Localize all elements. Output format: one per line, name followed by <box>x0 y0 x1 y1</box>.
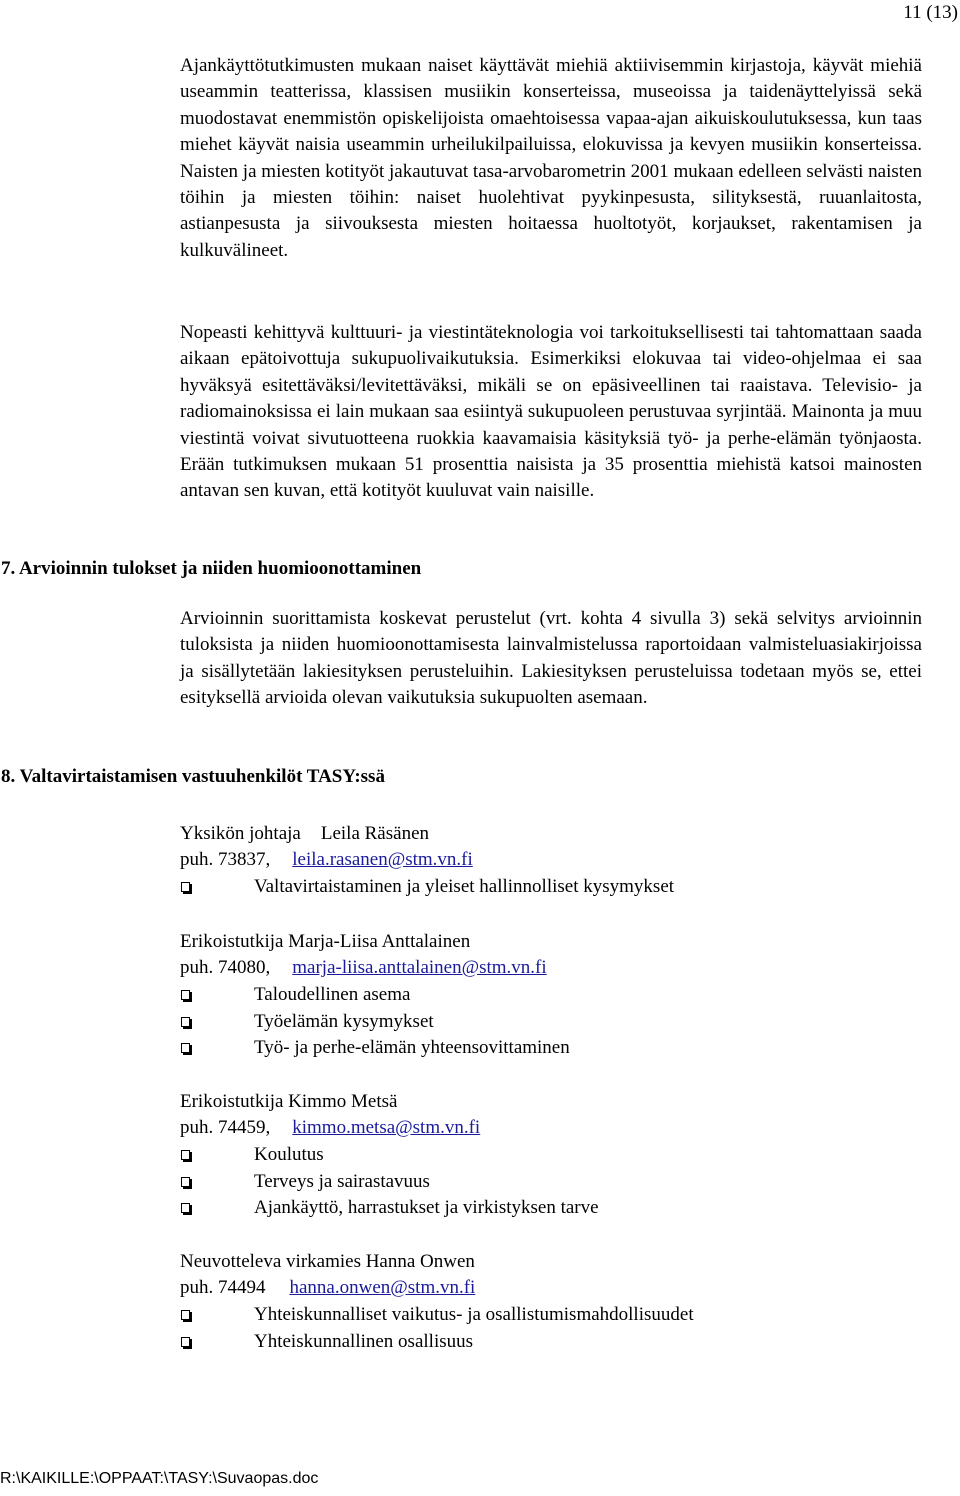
contact-title-line <box>180 1090 397 1114</box>
footer-file-path: R:\KAIKILLE:\OPPAAT:\TASY:\Suvaopas.doc <box>0 1470 319 1487</box>
contact-name: Leila Räsänen <box>320 823 430 844</box>
contact-title: Neuvotteleva virkamies Hanna Onwen <box>180 1251 475 1272</box>
list-item-text: Yhteiskunnalliset vaikutus- ja osallistumismahdollisuudet <box>254 1304 694 1325</box>
page-number: 11 (13) <box>903 2 958 23</box>
list-item-text: Koulutus <box>254 1144 324 1165</box>
checkbox-bullet-icon <box>181 882 190 892</box>
contact-phone-line <box>180 1276 475 1300</box>
checkbox-bullet-icon <box>181 1337 190 1347</box>
contact-phone-line <box>180 848 473 872</box>
contact-title: Erikoistutkija Marja-Liisa Anttalainen <box>180 931 471 952</box>
list-item-text: Terveys ja sairastavuus <box>254 1171 430 1192</box>
checkbox-bullet-icon <box>181 1310 190 1320</box>
list-item-text: Taloudellinen asema <box>254 984 411 1005</box>
checkbox-bullet-icon <box>181 1177 190 1187</box>
contact-phone-line <box>180 1116 480 1140</box>
list-item-text: Valtavirtaistaminen ja yleiset hallinnolliset kysymykset <box>254 876 675 897</box>
checkbox-bullet-icon <box>181 1043 190 1053</box>
contact-email-link[interactable]: hanna.onwen@stm.vn.fi <box>289 1277 476 1298</box>
contact-email-link[interactable]: marja-liisa.anttalainen@stm.vn.fi <box>292 957 547 978</box>
checkbox-bullet-icon <box>181 1017 190 1027</box>
contact-email-link[interactable]: kimmo.metsa@stm.vn.fi <box>292 1117 481 1138</box>
section-heading-7: 7. Arvioinnin tulokset ja niiden huomioonottaminen <box>1 558 422 579</box>
contact-title-line <box>180 822 429 846</box>
paragraph-media-technology: Nopeasti kehittyvä kulttuuri- ja viestintäteknologia voi tarkoituksellisesti tai tahtomattaan saada aikaan epätoivottuja sukupuolivaikutuksia. Esimerkiksi elokuvaa tai video-ohjelmaa ei saa hyväksyä esitettäväksi/levitettäväksi, mikäli se on epäsiveellinen tai raaistava. Televisio- ja radiomainoksissa ei lain mukaan saa esiintyä sukupuoleen perustuvaa syrjintää. Mainonta ja muu viestintä voivat sivutuotteena ruokkia kaavamaisia käsityksiä työ- ja perhe-elämän työnjaosta. Erään tutkimuksen mukaan 51 prosenttia naisista ja 35 prosenttia miehistä katsoi mainosten antavan sen kuvan, että kotityöt kuuluvat vain naisille. <box>180 322 922 502</box>
contact-phone: puh. 74080, <box>180 957 271 978</box>
list-item-text: Yhteiskunnallinen osallisuus <box>254 1331 474 1352</box>
checkbox-bullet-icon <box>181 1203 190 1213</box>
list-item-text: Työ- ja perhe-elämän yhteensovittaminen <box>254 1037 570 1058</box>
section-heading-8: 8. Valtavirtaistamisen vastuuhenkilöt TASY:ssä <box>1 766 385 787</box>
contact-title: Erikoistutkija Kimmo Metsä <box>180 1091 398 1112</box>
contact-email-link[interactable]: leila.rasanen@stm.vn.fi <box>292 849 473 870</box>
checkbox-bullet-icon <box>181 990 190 1000</box>
list-item-text: Ajankäyttö, harrastukset ja virkistyksen tarve <box>254 1197 599 1218</box>
list-item-text: Työelämän kysymykset <box>254 1011 434 1032</box>
contact-title-line <box>180 1250 475 1274</box>
contact-phone: puh. 74494 <box>180 1277 266 1298</box>
contact-phone-line <box>180 956 547 980</box>
paragraph-time-use: Ajankäyttötutkimusten mukaan naiset käyttävät miehiä aktiivisemmin kirjastoja, käyvät miehiä useammin teatterissa, klassisen musiikin konserteissa, museoissa ja taidenäyttelyissä sekä muodostavat enemmistön opiskelijoista omaehtoisessa vapaa-ajan aikuiskoulutuksessa, kun taas miehet käyvät naisia useammin urheilukilpailuissa, elokuvissa ja kevyen musiikin konserteissa. Naisten ja miesten kotityöt jakautuvat tasa-arvobarometrin 2001 mukaan edelleen selvästi naisten töihin ja miesten töihin: naiset huolehtivat pyykinpesusta, silityksestä, ruuanlaitosta, astianpesusta ja siivouksesta miesten hoitaessa huoltotyöt, korjaukset, rakentamisen ja kulkuvälineet. <box>180 55 922 261</box>
contact-title: Yksikön johtaja <box>180 823 301 844</box>
contact-phone: puh. 74459, <box>180 1117 271 1138</box>
paragraph-evaluation: Arvioinnin suorittamista koskevat perustelut (vrt. kohta 4 sivulla 3) sekä selvitys arvioinnin tuloksista ja niiden huomioonottamisesta lainvalmistelussa raportoidaan valmisteluasiakirjoissa ja sisällytetään lakiesityksen perusteluihin. Lakiesityksen perusteluissa todetaan myös se, ettei esityksellä arvioida olevan vaikutuksia sukupuolten asemaan. <box>180 608 922 709</box>
contact-title-line <box>180 930 470 954</box>
checkbox-bullet-icon <box>181 1150 190 1160</box>
contact-phone: puh. 73837, <box>180 849 271 870</box>
